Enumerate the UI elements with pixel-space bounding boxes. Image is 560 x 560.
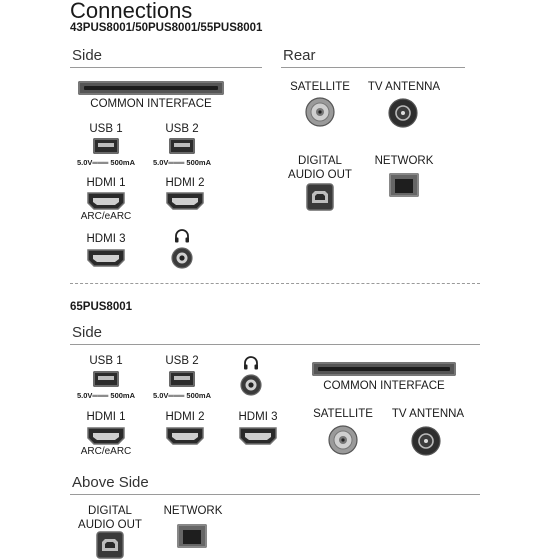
hdmi-port-icon [87, 427, 125, 445]
hdmi-port-icon [239, 427, 277, 445]
section-rear-heading: Rear [283, 47, 316, 64]
tv-antenna-label: TV ANTENNA [367, 81, 441, 93]
hdmi2-label: HDMI 2 [165, 177, 205, 189]
usb-port-icon [93, 371, 119, 387]
digital-audio-out-label-line1: DIGITAL [88, 505, 132, 517]
common-interface-label: COMMON INTERFACE [90, 98, 212, 110]
section-above-side-heading: Above Side [72, 474, 149, 491]
section-divider [70, 67, 262, 68]
section-divider [70, 344, 480, 345]
coax-port-icon [328, 425, 358, 455]
headphone-jack-icon [171, 247, 193, 269]
digital-audio-out-label-line2: AUDIO OUT [288, 169, 352, 181]
headphone-icon [174, 229, 190, 243]
headphone-icon [243, 356, 259, 370]
hdmi-port-icon [166, 427, 204, 445]
hdmi1-arc-note: ARC/eARC [80, 211, 132, 222]
usb2-label: USB 2 [165, 123, 199, 135]
ci-slot-icon [312, 362, 456, 376]
usb2-rating: 5.0V═══ 500mA [152, 158, 212, 167]
tv-antenna-label: TV ANTENNA [391, 408, 465, 420]
usb1-label: USB 1 [89, 355, 123, 367]
hdmi3-label: HDMI 3 [86, 233, 126, 245]
hdmi-port-icon [166, 192, 204, 210]
hdmi2-label: HDMI 2 [165, 411, 205, 423]
hdmi1-arc-note: ARC/eARC [80, 446, 132, 457]
hdmi3-label: HDMI 3 [238, 411, 278, 423]
satellite-label: SATELLITE [313, 408, 373, 420]
usb1-rating: 5.0V═══ 500mA [76, 391, 136, 400]
digital-audio-out-label-line1: DIGITAL [298, 155, 342, 167]
optical-port-icon [306, 183, 334, 211]
usb-port-icon [93, 138, 119, 154]
section-divider [70, 494, 480, 495]
section-side-heading: Side [72, 47, 103, 64]
usb-port-icon [169, 371, 195, 387]
coax-port-icon [305, 97, 335, 127]
ci-slot-icon [78, 81, 224, 95]
usb1-label: USB 1 [89, 123, 123, 135]
group-divider [70, 283, 480, 284]
common-interface-label: COMMON INTERFACE [323, 380, 445, 392]
usb2-label: USB 2 [165, 355, 199, 367]
ethernet-port-icon [177, 524, 207, 548]
antenna-port-icon [411, 426, 441, 456]
digital-audio-out-label-line2: AUDIO OUT [78, 519, 142, 531]
network-label: NETWORK [163, 505, 223, 517]
page-title: Connections [70, 0, 193, 23]
antenna-port-icon [388, 98, 418, 128]
hdmi1-label: HDMI 1 [86, 411, 126, 423]
hdmi-port-icon [87, 249, 125, 267]
usb1-rating: 5.0V═══ 500mA [76, 158, 136, 167]
section-side-heading: Side [72, 324, 103, 341]
optical-port-icon [96, 531, 124, 559]
ethernet-port-icon [389, 173, 419, 197]
usb2-rating: 5.0V═══ 500mA [152, 391, 212, 400]
hdmi-port-icon [87, 192, 125, 210]
model-group-2-label: 65PUS8001 [70, 301, 133, 313]
hdmi1-label: HDMI 1 [86, 177, 126, 189]
network-label: NETWORK [374, 155, 434, 167]
model-group-1-label: 43PUS8001/50PUS8001/55PUS8001 [70, 22, 263, 34]
satellite-label: SATELLITE [290, 81, 350, 93]
usb-port-icon [169, 138, 195, 154]
headphone-jack-icon [240, 374, 262, 396]
section-divider [281, 67, 465, 68]
